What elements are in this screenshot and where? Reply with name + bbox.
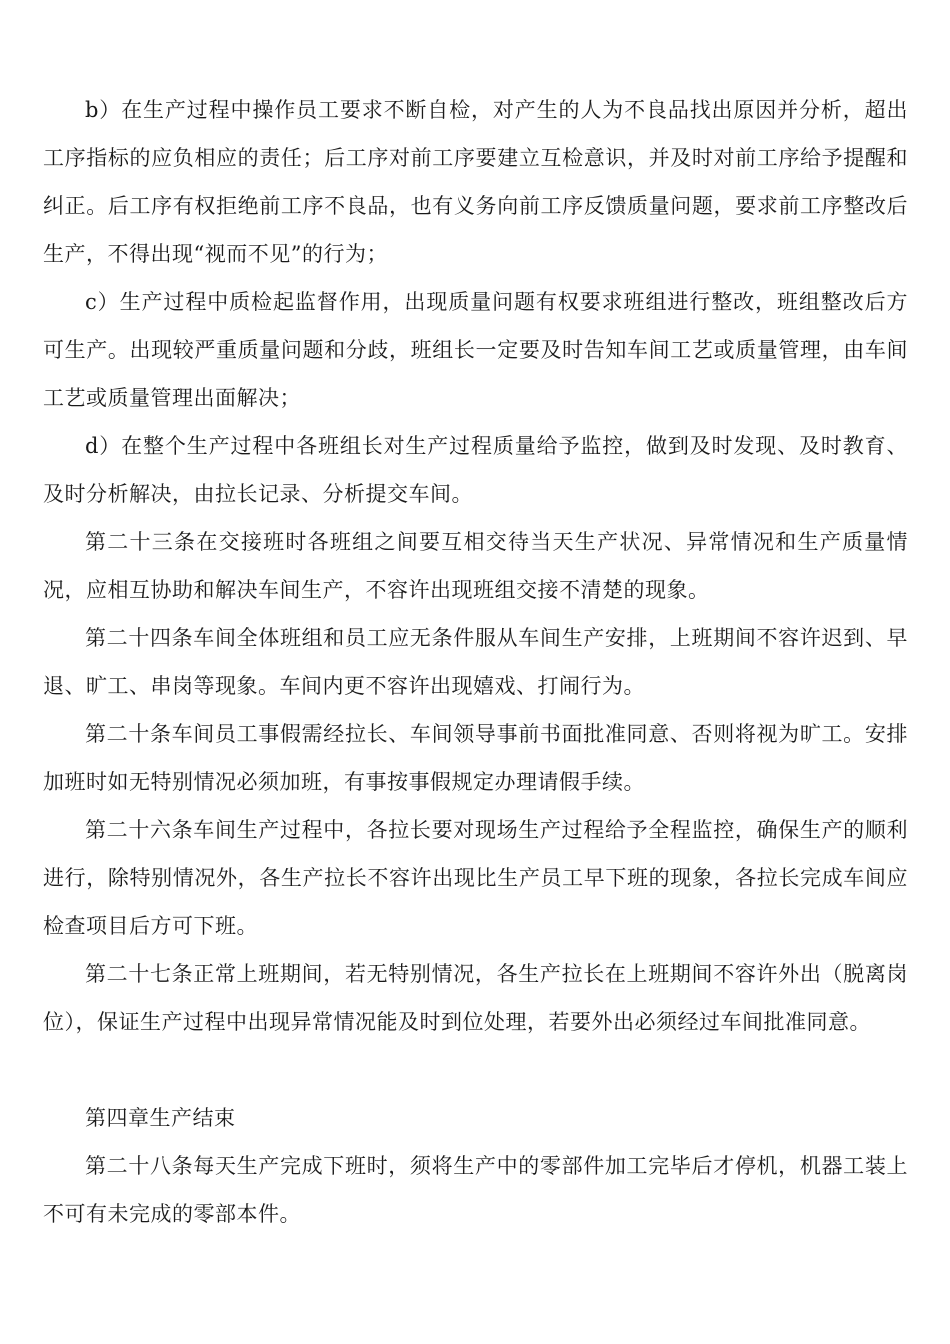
paragraph-d: d）在整个生产过程中各班组长对生产过程质量给予监控，做到及时发现、及时教育、及时分析解决，由拉长记录、分析提交车间。	[43, 434, 908, 506]
article-24: 第二十四条车间全体班组和员工应无条件服从车间生产安排，上班期间不容许迟到、早退、旷工、串岗等现象。车间内更不容许出现嬉戏、打闹行为。	[43, 626, 908, 698]
paragraph-c: c）生产过程中质检起监督作用，出现质量问题有权要求班组进行整改，班组整改后方可生产。出现较严重质量问题和分歧，班组长一定要及时告知车间工艺或质量管理，由车间工艺或质量管理出面解决；	[43, 290, 908, 410]
document-body	[43, 86, 908, 1238]
article-26: 第二十六条车间生产过程中，各拉长要对现场生产过程给予全程监控，确保生产的顺利进行，除特别情况外，各生产拉长不容许出现比生产员工早下班的现象，各拉长完成车间应检查项目后方可下班。	[43, 818, 908, 938]
article-27: 第二十七条正常上班期间，若无特别情况，各生产拉长在上班期间不容许外出（脱离岗位），保证生产过程中出现异常情况能及时到位处理，若要外出必须经过车间批准同意。	[43, 962, 908, 1034]
article-28: 第二十八条每天生产完成下班时，须将生产中的零部件加工完毕后才停机，机器工装上不可有未完成的零部本件。	[43, 1154, 908, 1226]
article-23: 第二十三条在交接班时各班组之间要互相交待当天生产状况、异常情况和生产质量情况，应相互协助和解决车间生产，不容许出现班组交接不清楚的现象。	[43, 530, 908, 602]
paragraph-b: b）在生产过程中操作员工要求不断自检，对产生的人为不良品找出原因并分析，超出工序指标的应负相应的责任；后工序对前工序要建立互检意识，并及时对前工序给予提醒和纠正。后工序有权拒绝前工序不良品，也有义务向前工序反馈质量问题，要求前工序整改后生产，不得出现“视而不见”的行为；	[43, 98, 908, 266]
section-gap	[43, 1046, 908, 1094]
chapter-heading: 第四章生产结束	[85, 1106, 236, 1130]
article-20: 第二十条车间员工事假需经拉长、车间领导事前书面批准同意、否则将视为旷工。安排加班时如无特别情况必须加班，有事按事假规定办理请假手续。	[43, 722, 908, 794]
